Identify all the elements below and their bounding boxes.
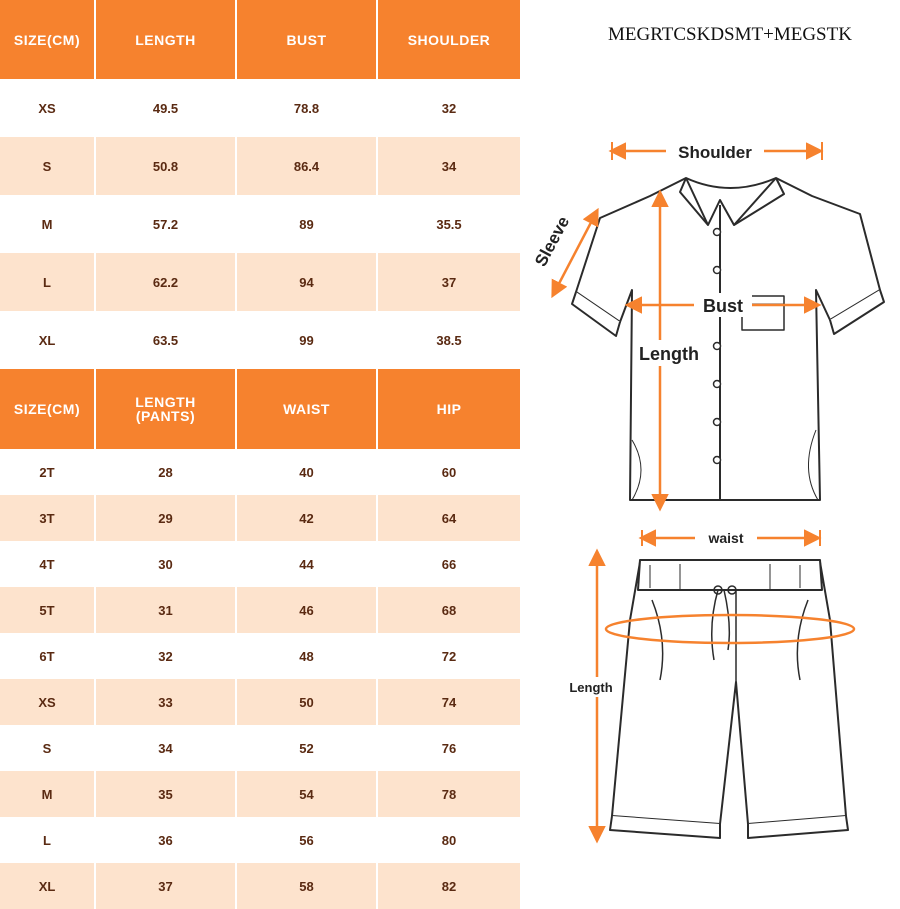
cell-length: 30: [96, 541, 237, 587]
cell-hip: 74: [378, 679, 520, 725]
cell-hip: 64: [378, 495, 520, 541]
cell-size: 2T: [0, 449, 96, 495]
table-row: [0, 679, 520, 725]
cell-length: 33: [96, 679, 237, 725]
shorts-length-label: Length: [569, 680, 613, 695]
table-row: [0, 587, 520, 633]
table-row: [0, 725, 520, 771]
cell-size: XS: [0, 79, 96, 137]
cell-size: S: [0, 725, 96, 771]
cell-shoulder: 38.5: [378, 311, 520, 369]
cell-length: 31: [96, 587, 237, 633]
cell-size: XS: [0, 679, 96, 725]
header-shoulder: SHOULDER: [378, 0, 520, 79]
cell-size: S: [0, 137, 96, 195]
table-row: [0, 137, 520, 195]
cell-size: 6T: [0, 633, 96, 679]
cell-length: 32: [96, 633, 237, 679]
header-bust: BUST: [237, 0, 378, 79]
table-row: [0, 79, 520, 137]
cell-size: 5T: [0, 587, 96, 633]
table-row: [0, 311, 520, 369]
sleeve-label: Sleeve: [531, 213, 574, 270]
cell-waist: 48: [237, 633, 378, 679]
cell-size: 3T: [0, 495, 96, 541]
cell-length: 34: [96, 725, 237, 771]
garment-measurement-diagram: [520, 120, 900, 880]
cell-waist: 54: [237, 771, 378, 817]
cell-waist: 56: [237, 817, 378, 863]
table-row: [0, 771, 520, 817]
cell-length: 29: [96, 495, 237, 541]
shorts-illustration: [610, 560, 848, 838]
cell-length: 37: [96, 863, 237, 909]
header-size: SIZE(CM): [0, 0, 96, 79]
cell-hip: 60: [378, 449, 520, 495]
table-row: [0, 817, 520, 863]
cell-shoulder: 37: [378, 253, 520, 311]
cell-hip: 76: [378, 725, 520, 771]
product-code-title: MEGRTCSKDSMT+MEGSTK: [608, 24, 852, 45]
table-row: [0, 541, 520, 587]
shirt-length-label: Length: [639, 344, 699, 364]
cell-hip: 82: [378, 863, 520, 909]
cell-bust: 89: [237, 195, 378, 253]
cell-shoulder: 32: [378, 79, 520, 137]
table-row: [0, 195, 520, 253]
cell-size: XL: [0, 311, 96, 369]
cell-shoulder: 35.5: [378, 195, 520, 253]
top-size-table: [0, 0, 520, 369]
cell-waist: 58: [237, 863, 378, 909]
cell-length: 50.8: [96, 137, 237, 195]
cell-bust: 78.8: [237, 79, 378, 137]
cell-waist: 46: [237, 587, 378, 633]
header-length: LENGTH: [96, 0, 237, 79]
cell-waist: 52: [237, 725, 378, 771]
table-row: [0, 863, 520, 909]
table-row: [0, 253, 520, 311]
cell-waist: 42: [237, 495, 378, 541]
cell-hip: 68: [378, 587, 520, 633]
cell-length: 35: [96, 771, 237, 817]
cell-size: M: [0, 771, 96, 817]
cell-size: M: [0, 195, 96, 253]
cell-length: 57.2: [96, 195, 237, 253]
cell-size: L: [0, 817, 96, 863]
header-length-pants: LENGTH (PANTS): [96, 369, 237, 449]
top-table-header: [0, 0, 520, 79]
cell-bust: 99: [237, 311, 378, 369]
shirt-illustration: [572, 178, 884, 500]
table-row: [0, 449, 520, 495]
bottom-size-table: [0, 369, 520, 909]
header-waist: WAIST: [237, 369, 378, 449]
header-hip: HIP: [378, 369, 520, 449]
cell-length: 49.5: [96, 79, 237, 137]
waist-label: waist: [708, 530, 744, 546]
bust-label: Bust: [703, 296, 743, 316]
table-row: [0, 633, 520, 679]
shoulder-label: Shoulder: [678, 143, 752, 162]
cell-length: 63.5: [96, 311, 237, 369]
cell-waist: 50: [237, 679, 378, 725]
table-row: [0, 495, 520, 541]
cell-hip: 80: [378, 817, 520, 863]
header-size: SIZE(CM): [0, 369, 96, 449]
cell-size: XL: [0, 863, 96, 909]
cell-length: 62.2: [96, 253, 237, 311]
cell-bust: 94: [237, 253, 378, 311]
cell-size: L: [0, 253, 96, 311]
cell-size: 4T: [0, 541, 96, 587]
cell-hip: 78: [378, 771, 520, 817]
cell-shoulder: 34: [378, 137, 520, 195]
cell-hip: 66: [378, 541, 520, 587]
cell-hip: 72: [378, 633, 520, 679]
cell-length: 28: [96, 449, 237, 495]
cell-waist: 40: [237, 449, 378, 495]
cell-bust: 86.4: [237, 137, 378, 195]
cell-waist: 44: [237, 541, 378, 587]
bottom-table-header: [0, 369, 520, 449]
cell-length: 36: [96, 817, 237, 863]
